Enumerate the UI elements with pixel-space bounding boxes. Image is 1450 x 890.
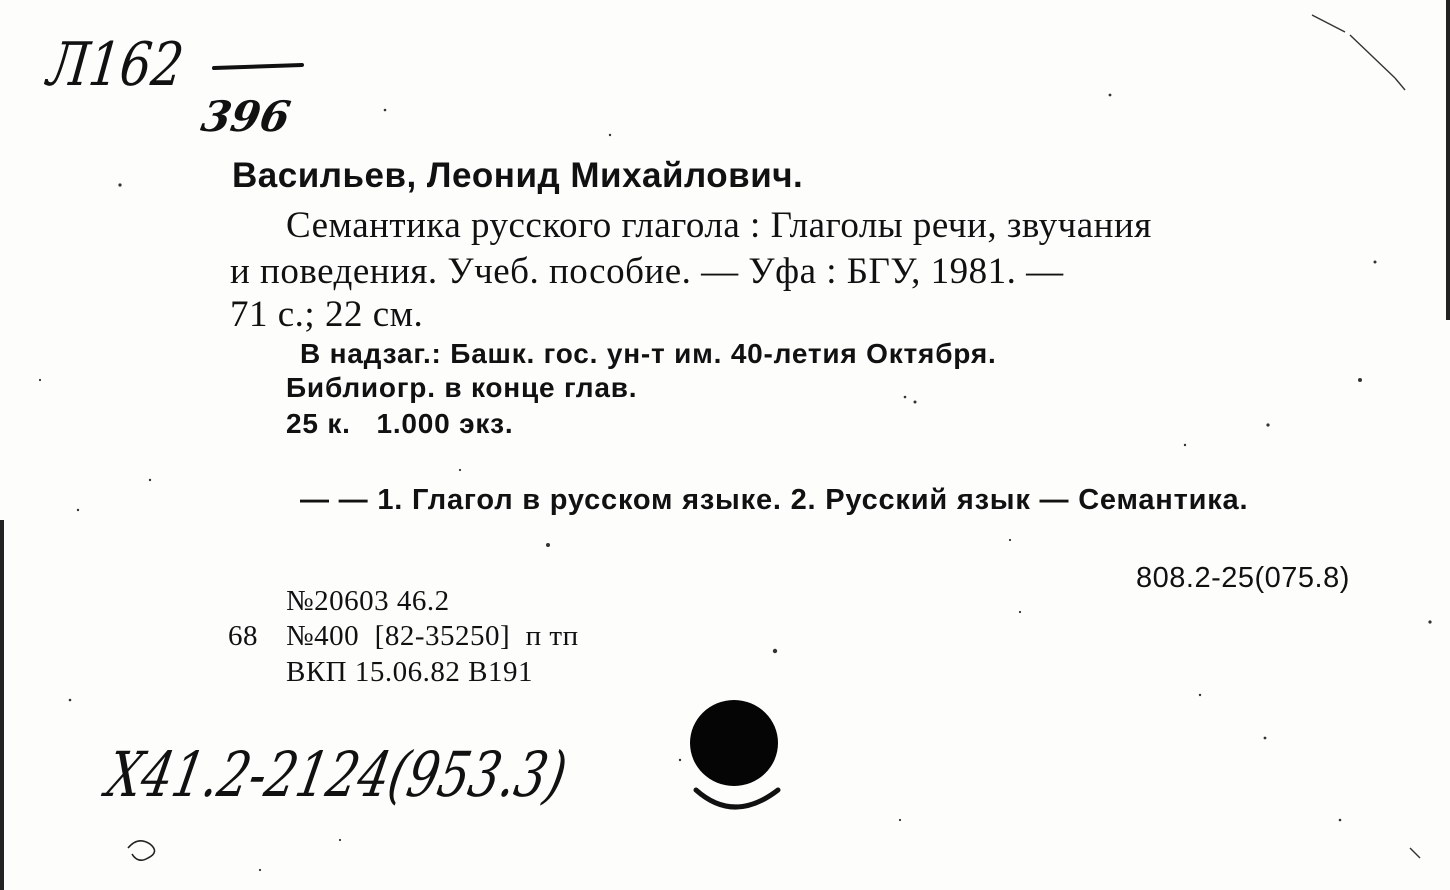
black-dot-mark xyxy=(690,700,778,786)
note-issuing-body: В надзаг.: Башк. гос. ун-т им. 40-летия Октября. xyxy=(300,338,997,369)
title-line-2: и поведения. Учеб. пособие. — Уфа : БГУ, 1981. — xyxy=(230,251,1064,292)
shelfmark-top: Л162 xyxy=(43,30,188,100)
classification-handwritten: Х41.2-2124(953.3) xyxy=(100,738,573,811)
print-line-1: №20603 46.2 xyxy=(286,585,450,617)
author-heading: Васильев, Леонид Михайлович. xyxy=(232,156,804,195)
note-price-run: 25 к. 1.000 экз. xyxy=(286,408,514,439)
print-line-3: ВКП 15.06.82 В191 xyxy=(286,656,533,688)
udc-index: 808.2-25(075.8) xyxy=(1136,562,1350,594)
shelfmark-bottom: 396 xyxy=(197,92,294,141)
print-line-2-prefix: 68 xyxy=(228,620,258,652)
note-bibliography: Библиогр. в конце глав. xyxy=(286,372,638,403)
small-scribble xyxy=(128,841,155,860)
print-line-2: №400 [82-35250] п тп xyxy=(286,620,579,652)
title-line-1: Семантика русского глагола : Глаголы речи, звучания xyxy=(286,205,1152,246)
subject-headings: — — 1. Глагол в русском языке. 2. Русский язык — Семантика. xyxy=(300,484,1249,516)
title-line-3: 71 с.; 22 см. xyxy=(230,294,424,335)
smile-curve-mark xyxy=(690,780,790,820)
shelfmark-fraction-line xyxy=(212,60,307,74)
